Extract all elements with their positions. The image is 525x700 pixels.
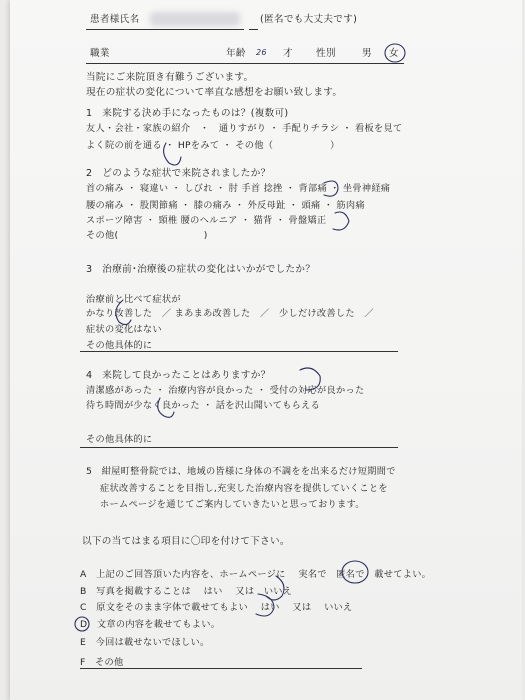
- age-label: 年齢: [226, 48, 246, 59]
- consent-option-d: D 文章の内容を載せてもよい。: [80, 619, 221, 630]
- intro-line-2: 現在の症状の変化について率直な感想をお願い致します。: [86, 87, 343, 98]
- q2-options-4: その他( ): [86, 230, 208, 241]
- q2-options-1: 首の痛み ・ 寝違い ・ しびれ ・ 肘 手首 捻挫 ・ 背部痛 ・ 坐骨神経痛: [86, 183, 391, 194]
- q3-options: かなり改善した ／ まあまあ改善した ／ 少しだけ改善した ／: [86, 308, 374, 319]
- consent-option-c: C 原文をそのまま字体で載せてもよい はい 又は いいえ: [80, 602, 353, 613]
- header-underline: [86, 63, 404, 64]
- q5-line-2: 症状改善することを目指し,充実した治療内容を提供していくことを: [100, 483, 388, 494]
- consent-other-line: [80, 668, 362, 669]
- sex-female: 女: [389, 48, 399, 59]
- age-value: 26: [256, 48, 267, 57]
- q4-details-label: その他具体的に: [86, 434, 153, 445]
- q3-details-line: [80, 351, 398, 352]
- consent-option-b: B 写真を掲載することは はい 又は いいえ: [80, 586, 293, 597]
- name-underline-end: [249, 29, 258, 30]
- anonymous-note: (匿名でも大丈夫です): [260, 14, 358, 25]
- q3-line-1: 治療前と比べて症状が: [86, 294, 181, 305]
- q4-title: 4 来院して良かったことはありますか？: [86, 370, 271, 381]
- q4-options-2: 待ち時間が少なく良かった ・ 話を沢山聞いてもらえる: [86, 400, 321, 411]
- q2-options-2: 腰の痛み ・ 股関節痛 ・ 膝の痛み ・ 外反母趾 ・ 頭痛 ・ 筋肉痛: [86, 200, 365, 211]
- q3-details-label: その他具体的に: [86, 340, 153, 351]
- q2-options-3: スポーツ障害 ・ 頸椎 腰のヘルニア ・ 猫背 ・ 骨盤矯正: [86, 215, 327, 226]
- consent-option-e: E 今回は載せないでほしい。: [80, 637, 210, 648]
- name-underline: [86, 29, 244, 30]
- intro-line-1: 当院にご来院頂き有難うございます。: [86, 72, 254, 83]
- redacted-name: [150, 12, 240, 26]
- consent-intro: 以下の当てはまる項目に〇印を付けて下さい。: [82, 536, 290, 547]
- consent-option-f: F その他: [80, 657, 124, 668]
- q2-title: 2 どのような症状で来院されましたか？: [86, 168, 271, 179]
- q3-line-3: 症状の変化はない: [86, 324, 162, 335]
- q4-options-1: 清潔感があった ・ 治療内容が良かった ・ 受付の対応が良かった: [86, 385, 365, 396]
- patient-name-label: 患者様氏名: [90, 14, 140, 25]
- q1-options-2: よく院の前を通る ・ HPをみて ・ その他（ ）: [86, 140, 340, 151]
- q5-line-1: 5 紺屋町整骨院では、地域の皆様に身体の不調をを出来るだけ短期間で: [86, 466, 396, 477]
- occupation-label: 職業: [90, 48, 110, 59]
- sex-male: 男: [362, 48, 372, 59]
- q1-options-1: 友人・会社・家族の紹介 ・ 通りすがり ・ 手配りチラシ ・ 看板を見て: [86, 123, 403, 134]
- q5-line-3: ホームページを通じてご案内していきたいと思っております。: [100, 499, 365, 510]
- consent-option-a: A 上記のご回答頂いた内容を、ホームページに 実名で 匿名で 載せてよい。: [80, 569, 432, 580]
- q3-title: 3 治療前･治療後の症状の変化はいかがでしたか？: [86, 264, 316, 275]
- q4-details-line: [80, 447, 398, 448]
- q1-title: 1 来院する決め手になったものは？(複数可): [86, 108, 289, 119]
- sex-label: 性別: [316, 48, 336, 59]
- age-suffix: 才: [283, 48, 293, 59]
